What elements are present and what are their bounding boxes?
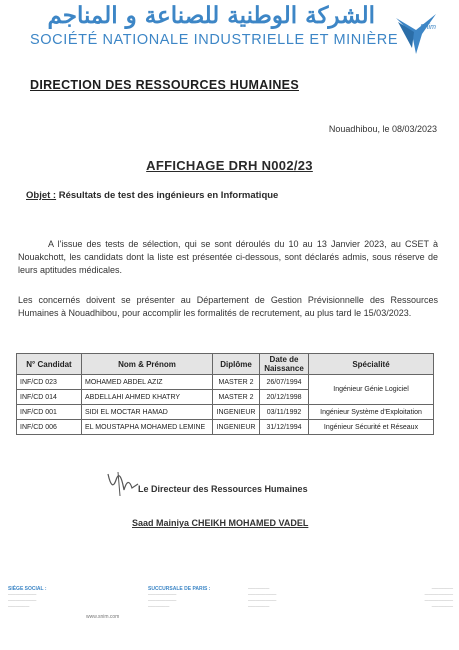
footer-paris-label: SUCCURSALE DE PARIS : (148, 586, 211, 592)
objet-text: Résultats de test des ingénieurs en Informatique (58, 190, 279, 201)
header-birthdate: Date de Naissance (260, 354, 309, 375)
cell-candidate-number: INF/CD 006 (17, 420, 82, 435)
footer-siege: SIÈGE SOCIAL : ──────── ──────── ────── (8, 586, 103, 610)
cell-name: EL MOUSTAPHA MOHAMED LEMINE (82, 420, 213, 435)
paragraph-intro: A l'issue des tests de sélection, qui se sont déroulés du 10 au 13 Janvier 2023, au CSET à Nouakchott, les candidats dont la liste est présentée ci-dessous, sont déclarés admis, sous réserve de leurs aptitudes médicales. (18, 239, 438, 275)
cell-candidate-number: INF/CD 023 (17, 375, 82, 390)
footer-arabic-paris: ────── ──────── ──────── ────── (248, 586, 277, 610)
footer-siege-label: SIÈGE SOCIAL : (8, 586, 47, 592)
cell-diploma: MASTER 2 (213, 390, 260, 405)
header-name: Nom & Prénom (82, 354, 213, 375)
cell-specialty: Ingénieur Sécurité et Réseaux (309, 420, 434, 435)
cell-diploma: INGENIEUR (213, 420, 260, 435)
cell-birthdate: 31/12/1994 (260, 420, 309, 435)
signatory-title: Le Directeur des Ressources Humaines (138, 484, 308, 494)
header-specialty: Spécialité (309, 354, 434, 375)
cell-name: ABDELLAHI AHMED KHATRY (82, 390, 213, 405)
cell-specialty: Ingénieur Système d'Exploitation (309, 405, 434, 420)
cell-name: MOHAMED ABDEL AZIZ (82, 375, 213, 390)
cell-birthdate: 03/11/1992 (260, 405, 309, 420)
cell-name: SIDI EL MOCTAR HAMAD (82, 405, 213, 420)
cell-candidate-number: INF/CD 001 (17, 405, 82, 420)
signatory-name: Saad Mainiya CHEIKH MOHAMED VADEL (132, 518, 309, 528)
table-row (17, 420, 434, 435)
header-diploma: Diplôme (213, 354, 260, 375)
cell-specialty: Ingénieur Génie Logiciel (309, 375, 434, 405)
company-french-name: SOCIÉTÉ NATIONALE INDUSTRIELLE ET MINIÈRE (30, 32, 399, 48)
results-table (16, 353, 434, 435)
table-row (17, 405, 434, 420)
header-candidate-number: N° Candidat (17, 354, 82, 375)
department-heading: DIRECTION DES RESSOURCES HUMAINES (30, 78, 299, 92)
cell-diploma: INGENIEUR (213, 405, 260, 420)
cell-diploma: MASTER 2 (213, 375, 260, 390)
footer (8, 586, 453, 626)
footer-website: www.snim.com (86, 614, 120, 620)
cell-birthdate: 26/07/1994 (260, 375, 309, 390)
cell-birthdate: 20/12/1998 (260, 390, 309, 405)
table-row (17, 375, 434, 390)
paragraph-instructions: Les concernés doivent se présenter au Département de Gestion Prévisionnelle des Ressources Humaines à Nouadhibou, pour accomplir les formalités de recrutement, au plus tard le 15/03/2023. (18, 295, 438, 318)
company-arabic-name: الشركة الوطنية للصناعة و المناجم (47, 2, 375, 29)
footer-paris: SUCCURSALE DE PARIS : ──────── ──────── ────── (148, 586, 243, 610)
place-date: Nouadhibou, le 08/03/2023 (328, 124, 437, 134)
objet-label: Objet : (26, 190, 57, 201)
snim-logo-icon (392, 8, 440, 56)
logo-text: Snim (420, 24, 436, 31)
cell-candidate-number: INF/CD 014 (17, 390, 82, 405)
document-title: AFFICHAGE DRH N002/23 (146, 158, 313, 173)
table-header-row (17, 354, 434, 375)
objet-line (26, 190, 278, 201)
footer-arabic-siege: ────── ──────── ──────── ────── (424, 586, 453, 610)
